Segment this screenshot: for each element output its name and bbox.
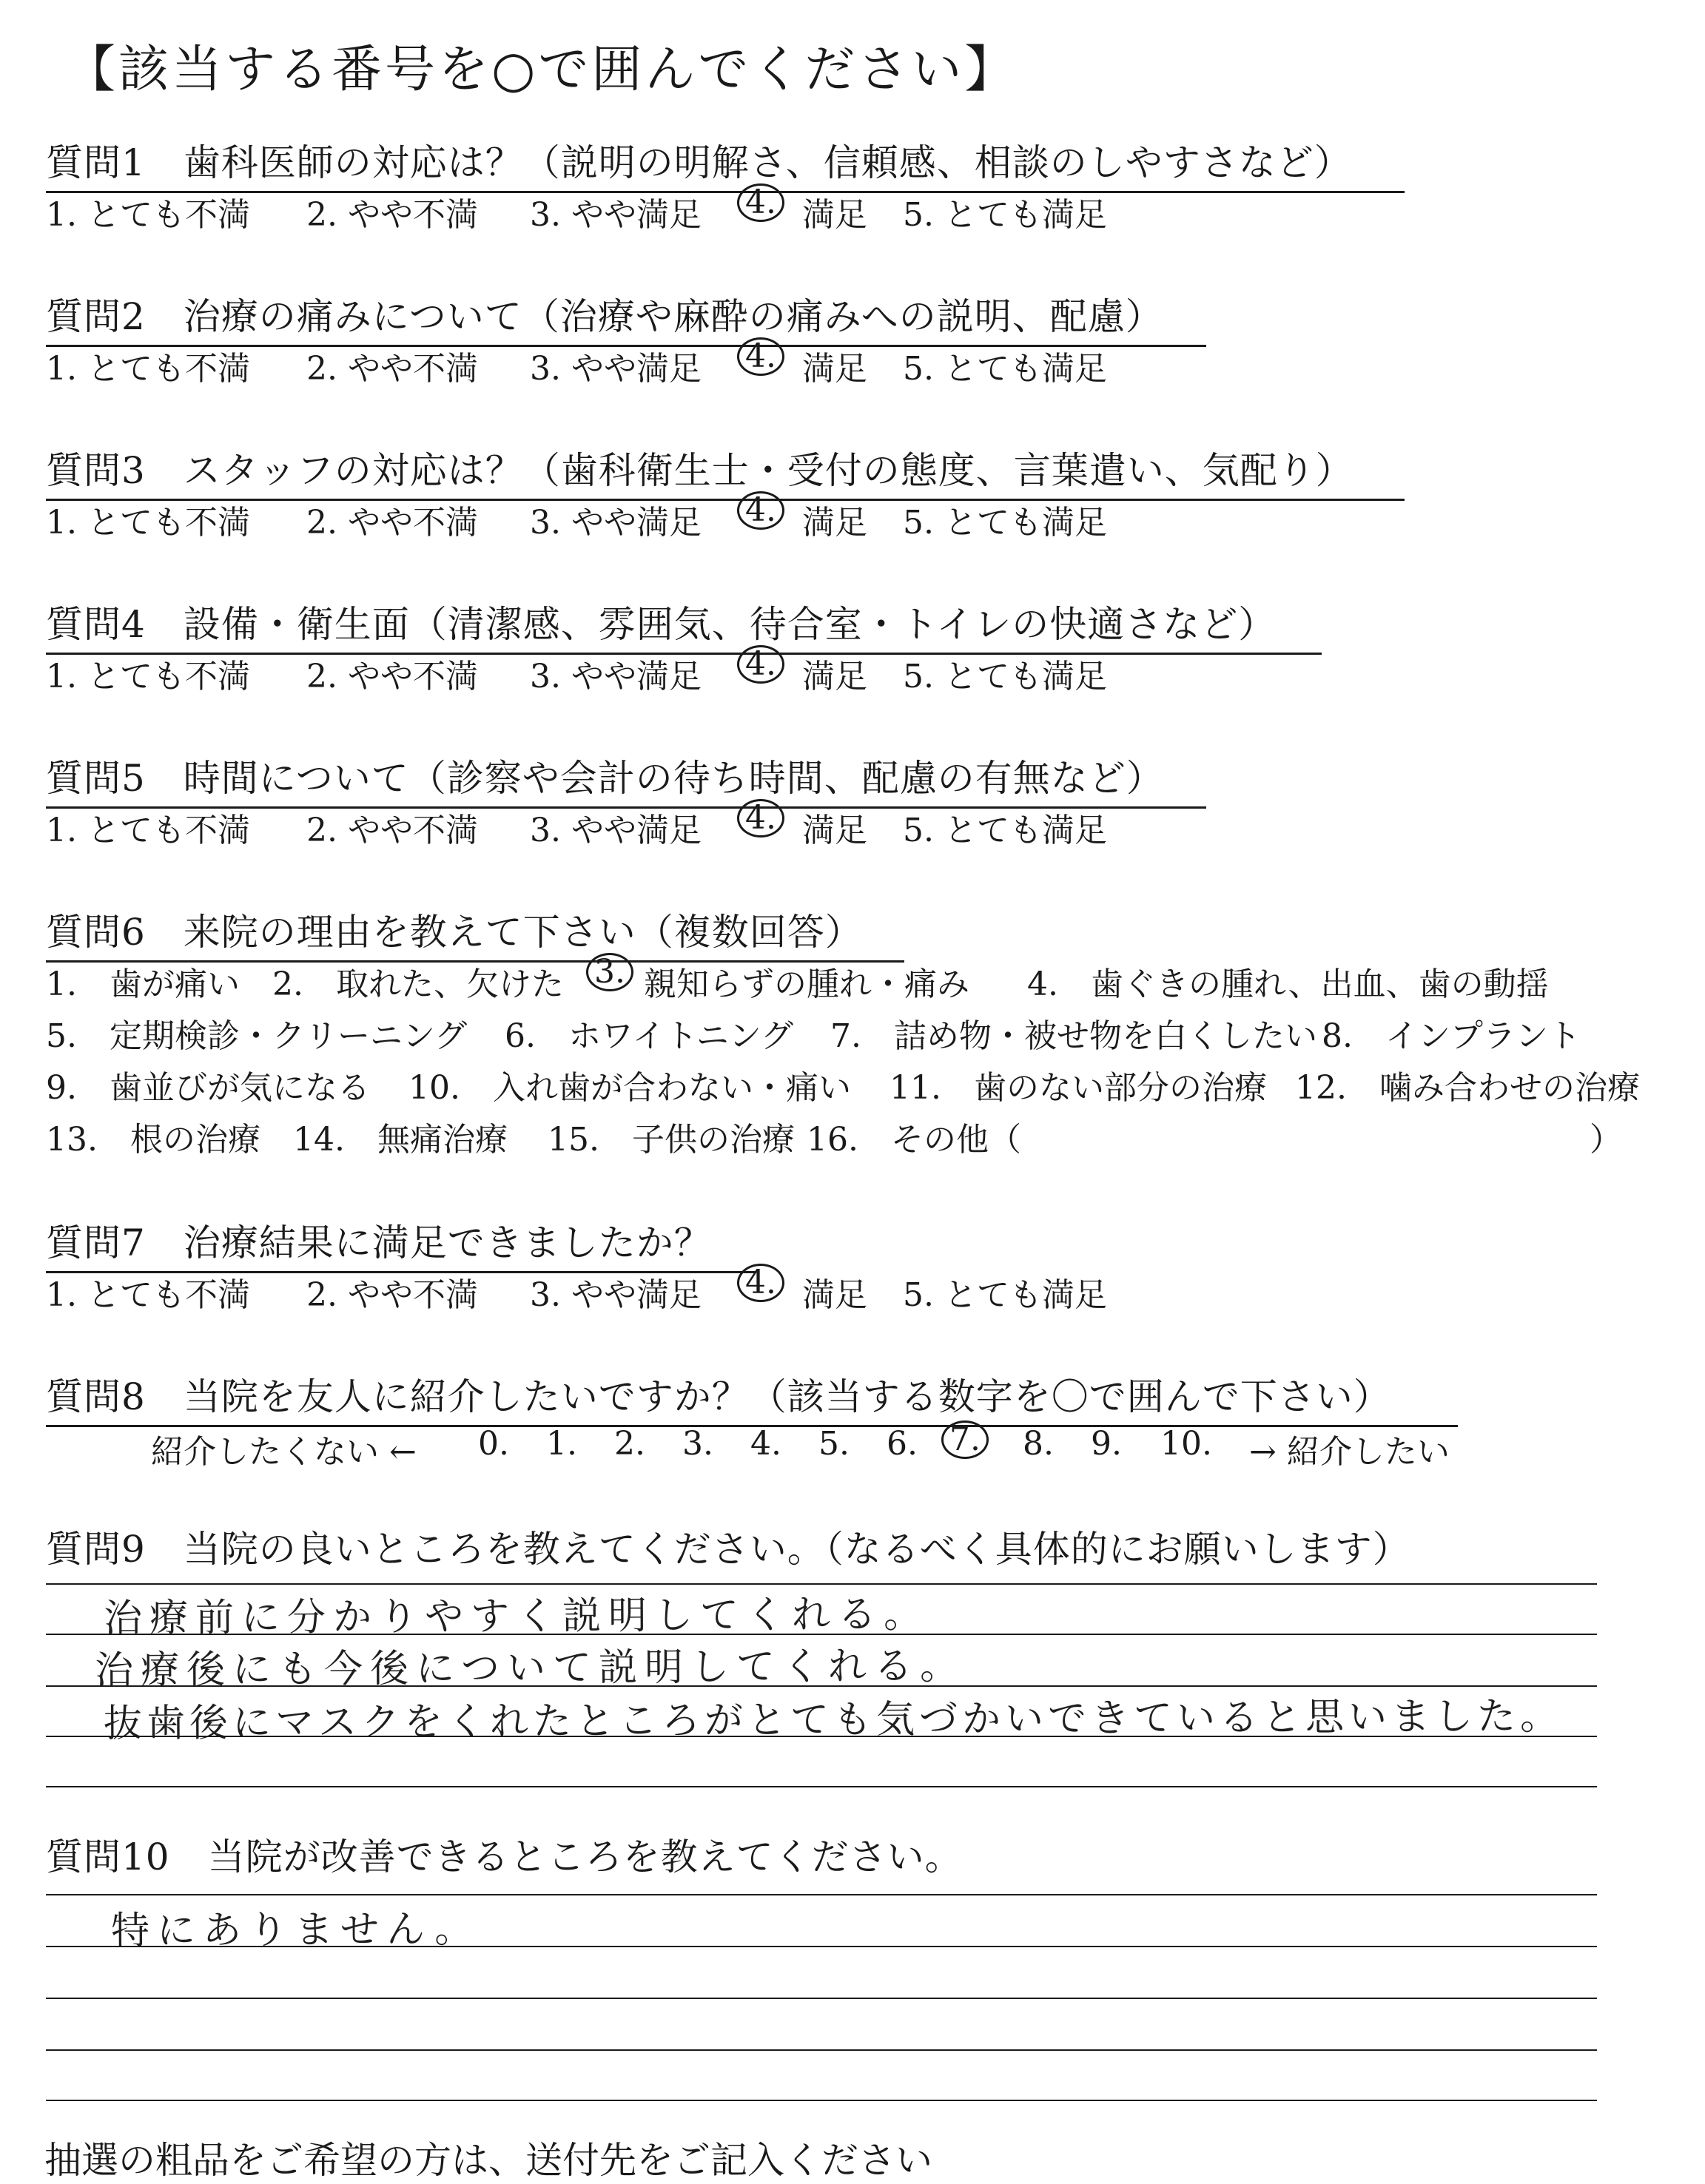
option-1[interactable]: 1. とても不満	[46, 196, 250, 234]
scale-7-circled[interactable]: 7.	[941, 1420, 989, 1459]
reason-14[interactable]: 14. 無痛治療	[293, 1121, 508, 1159]
page-heading: 【該当する番号を○で囲んでください】	[65, 41, 1018, 99]
option-2[interactable]: 2. やや不満	[306, 812, 478, 849]
question-5-title: 質問5 時間について（診察や会計の待ち時間、配慮の有無など）	[46, 749, 1206, 809]
option-4-circled[interactable]: 4.	[737, 491, 784, 530]
question-6-title: 質問6 来院の理由を教えて下さい（複数回答）	[46, 903, 904, 963]
option-2[interactable]: 2. やや不満	[306, 196, 478, 234]
scale-8[interactable]: 8.	[1023, 1425, 1054, 1463]
option-4-label: 満足	[802, 196, 867, 234]
question-3-title: 質問3 スタッフの対応は？（歯科衛生士・受付の態度、言葉遣い、気配り）	[46, 441, 1405, 501]
scale-9[interactable]: 9.	[1091, 1425, 1122, 1463]
scale-10[interactable]: 10.	[1160, 1425, 1212, 1463]
answer-line	[46, 1946, 1597, 1947]
option-1[interactable]: 1. とても不満	[46, 350, 250, 388]
option-1[interactable]: 1. とても不満	[46, 658, 250, 695]
option-4-circled[interactable]: 4.	[737, 645, 784, 684]
question-5-options	[46, 799, 1230, 849]
option-5[interactable]: 5. とても満足	[903, 658, 1107, 695]
option-4-circled[interactable]: 4.	[737, 337, 784, 376]
reason-9[interactable]: 9. 歯並びが気になる	[46, 1069, 370, 1107]
handwritten-answer-3: 抜歯後にマスクをくれたところがとても気づかいできていると思いました。	[103, 1693, 1564, 1747]
question-6-row-3	[46, 1061, 1659, 1105]
reason-10[interactable]: 10. 入れ歯が合わない・痛い	[408, 1069, 851, 1107]
question-4-options	[46, 645, 1230, 695]
question-1-options	[46, 183, 1230, 234]
option-5[interactable]: 5. とても満足	[903, 350, 1107, 388]
reason-15[interactable]: 15. 子供の治療	[548, 1121, 795, 1159]
reason-5[interactable]: 5. 定期検診・クリーニング	[46, 1017, 468, 1055]
reason-11[interactable]: 11. 歯のない部分の治療	[890, 1069, 1267, 1107]
reason-1[interactable]: 1. 歯が痛い	[46, 965, 240, 1003]
question-10-title: 質問10 当院が改善できるところを教えてください。	[46, 1836, 963, 1878]
option-5[interactable]: 5. とても満足	[903, 1276, 1107, 1314]
option-4-label: 満足	[802, 812, 867, 849]
question-3-options	[46, 491, 1230, 542]
question-9-title: 質問9 当院の良いところを教えてください。（なるべく具体的にお願いします）	[46, 1528, 1410, 1571]
scale-0[interactable]: 0.	[478, 1425, 509, 1463]
question-6-row-4	[46, 1113, 1659, 1157]
question-8-title: 質問8 当院を友人に紹介したいですか？（該当する数字を〇で囲んで下さい）	[46, 1367, 1458, 1427]
option-4-label: 満足	[802, 658, 867, 695]
answer-line	[46, 1998, 1597, 1999]
scale-3[interactable]: 3.	[682, 1425, 713, 1463]
question-6-row-1	[46, 953, 1659, 1003]
option-1[interactable]: 1. とても不満	[46, 812, 250, 849]
option-1[interactable]: 1. とても不満	[46, 1276, 250, 1314]
answer-line	[46, 1786, 1597, 1787]
reason-4[interactable]: 4. 歯ぐきの腫れ、出血、歯の動揺	[1027, 965, 1549, 1003]
right-label: → 紹介したい	[1249, 1433, 1450, 1471]
option-3[interactable]: 3. やや満足	[530, 504, 702, 542]
option-3[interactable]: 3. やや満足	[530, 350, 702, 388]
option-5[interactable]: 5. とても満足	[903, 196, 1107, 234]
handwritten-answer-1: 治療前に分かりやすく説明してくれる。	[103, 1592, 930, 1641]
reason-16-close-paren: ）	[1590, 1121, 1622, 1159]
answer-line	[46, 1736, 1597, 1737]
question-7-title: 質問7 治療結果に満足できましたか？	[46, 1213, 756, 1273]
option-3[interactable]: 3. やや満足	[530, 196, 702, 234]
reason-13[interactable]: 13. 根の治療	[46, 1121, 260, 1159]
question-1-title: 質問1 歯科医師の対応は？（説明の明解さ、信頼感、相談のしやすさなど）	[46, 133, 1405, 193]
scale-6[interactable]: 6.	[887, 1425, 918, 1463]
option-4-label: 満足	[802, 1276, 867, 1314]
reason-8[interactable]: 8. インプラント	[1322, 1017, 1581, 1055]
reason-7[interactable]: 7. 詰め物・被せ物を白くしたい	[830, 1017, 1317, 1055]
option-2[interactable]: 2. やや不満	[306, 350, 478, 388]
footer-note-cutoff: 抽選の粗品をご希望の方は、送付先をご記入ください	[44, 2139, 932, 2182]
reason-16[interactable]: 16. その他（	[807, 1121, 1021, 1159]
question-6-row-2	[46, 1009, 1659, 1054]
answer-line	[46, 1894, 1597, 1895]
option-4-label: 満足	[802, 350, 867, 388]
question-8-scale	[46, 1420, 1526, 1471]
option-3[interactable]: 3. やや満足	[530, 812, 702, 849]
reason-2[interactable]: 2. 取れた、欠けた	[272, 965, 564, 1003]
reason-3-label: 親知らずの腫れ・痛み	[644, 965, 969, 1003]
handwritten-answer-2: 治療後にも今後について説明してくれる。	[94, 1643, 966, 1693]
reason-6[interactable]: 6. ホワイトニング	[505, 1017, 794, 1055]
option-4-circled[interactable]: 4.	[737, 183, 784, 222]
scale-5[interactable]: 5.	[818, 1425, 850, 1463]
scale-1[interactable]: 1.	[546, 1425, 577, 1463]
option-2[interactable]: 2. やや不満	[306, 504, 478, 542]
question-2-options	[46, 337, 1230, 388]
reason-3-circled[interactable]: 3.	[586, 953, 633, 991]
question-7-options	[46, 1264, 1230, 1314]
answer-line	[46, 2100, 1597, 2101]
option-3[interactable]: 3. やや満足	[530, 1276, 702, 1314]
option-2[interactable]: 2. やや不満	[306, 1276, 478, 1314]
reason-12[interactable]: 12. 噛み合わせの治療	[1295, 1069, 1640, 1107]
left-label: 紹介したくない ←	[151, 1433, 417, 1471]
question-2-title: 質問2 治療の痛みについて（治療や麻酔の痛みへの説明、配慮）	[46, 287, 1206, 347]
option-5[interactable]: 5. とても満足	[903, 812, 1107, 849]
question-4-title: 質問4 設備・衛生面（清潔感、雰囲気、待合室・トイレの快適さなど）	[46, 595, 1322, 655]
answer-line	[46, 2049, 1597, 2051]
option-4-circled[interactable]: 4.	[737, 1264, 784, 1302]
handwritten-answer-1: 特にありません。	[110, 1907, 481, 1954]
option-3[interactable]: 3. やや満足	[530, 658, 702, 695]
scale-4[interactable]: 4.	[750, 1425, 781, 1463]
option-2[interactable]: 2. やや不満	[306, 658, 478, 695]
option-1[interactable]: 1. とても不満	[46, 504, 250, 542]
option-4-circled[interactable]: 4.	[737, 799, 784, 837]
option-4-label: 満足	[802, 504, 867, 542]
scale-2[interactable]: 2.	[614, 1425, 645, 1463]
option-5[interactable]: 5. とても満足	[903, 504, 1107, 542]
